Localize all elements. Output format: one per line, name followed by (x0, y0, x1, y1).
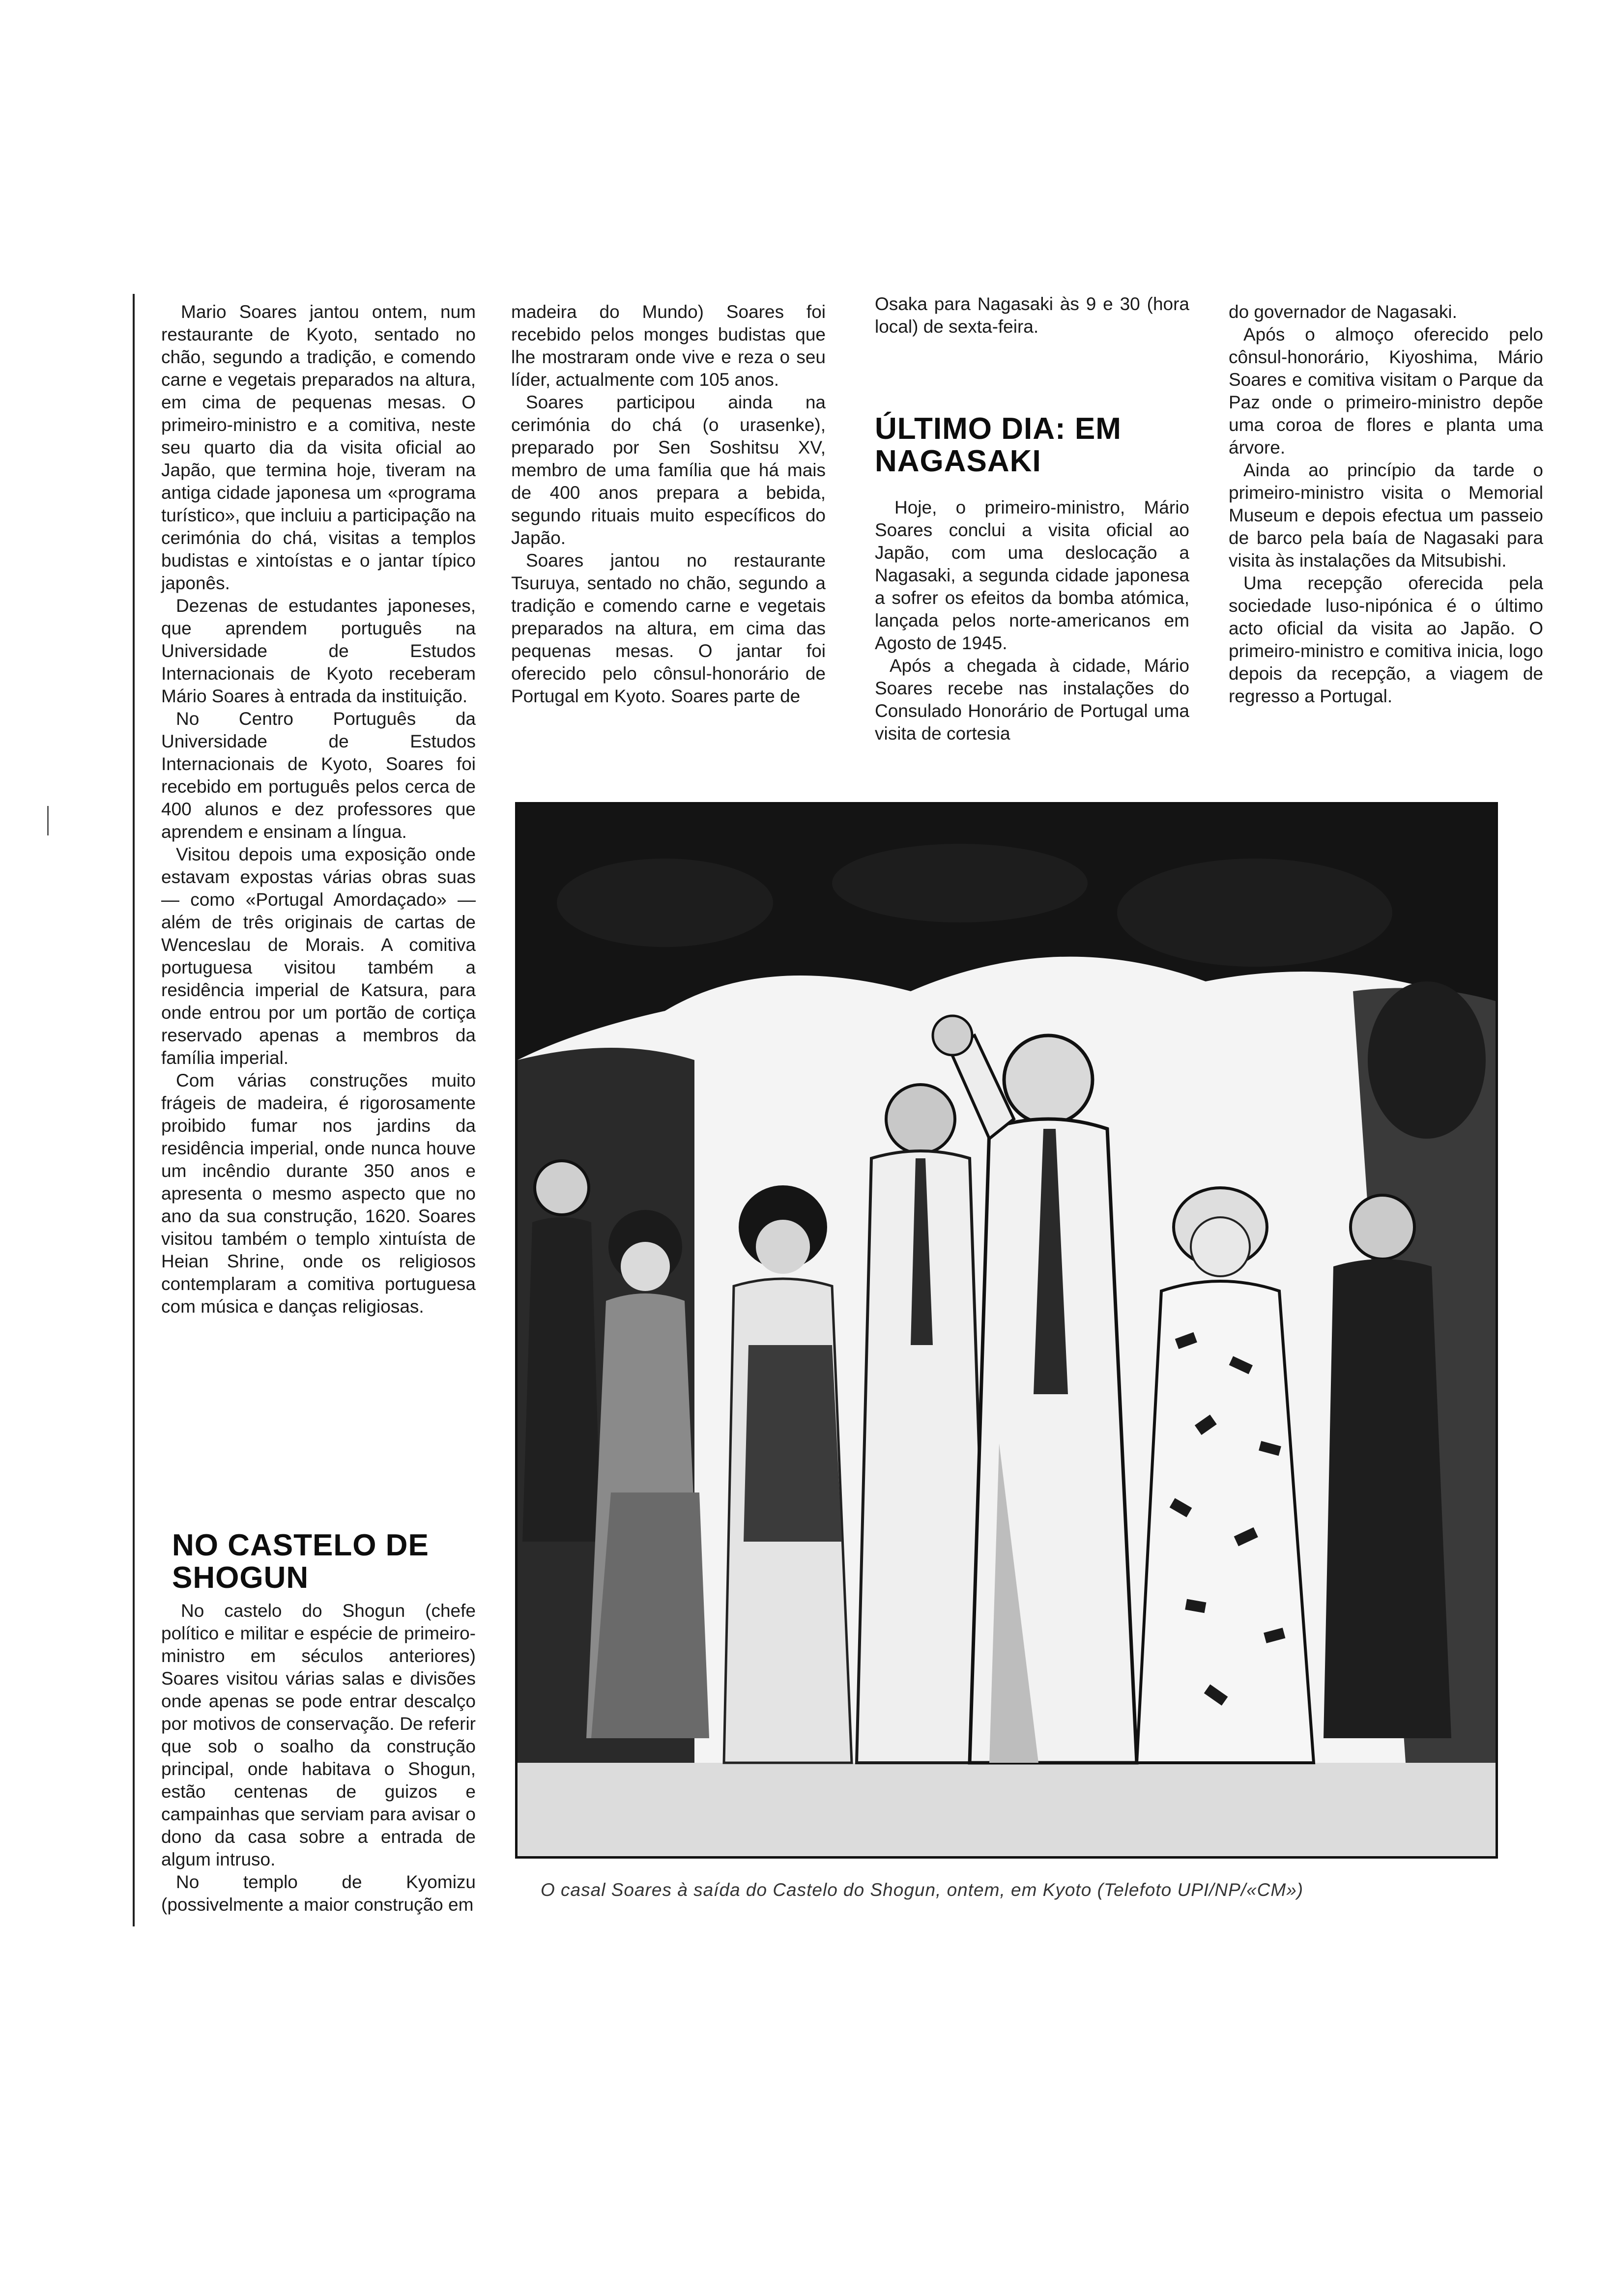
article-column-1 (161, 301, 476, 1318)
paragraph: Mario Soares jantou ontem, num restaurante de Kyoto, sentado no chão, segundo a tradição, e comendo carne e vegetais preparados na altura, em cima de pequenas mesas. O primeiro-ministro e a comitiva, neste seu quarto dia da visita oficial ao Japão, que termina hoje, tiveram na antiga cidade japonesa um «programa turístico», que incluiu a participação na cerimónia do chá, visitas a templos budistas e xintoístas e o jantar típico japonês. (161, 302, 476, 593)
paragraph: do governador de Nagasaki. (1229, 302, 1457, 322)
margin-mark (47, 806, 49, 835)
news-photo (515, 802, 1498, 1859)
paragraph: No castelo do Shogun (chefe político e militar e espécie de primeiro-ministro em séculos anteriores) Soares visitou várias salas e divisões onde apenas se pode entrar descalço por motivos de conservação. De referir que sob o soalho da construção principal, onde habitava o Shogun, estão centenas de guizos e campainhas que serviam para avisar o dono da casa sobre a entrada de algum intruso. (161, 1601, 476, 1869)
paragraph: Após o almoço oferecido pelo cônsul-honorário, Kiyoshima, Mário Soares e comitiva visitam o Parque da Paz onde o primeiro-ministro depõe uma coroa de flores e planta uma árvore. (1229, 324, 1543, 458)
photo-caption: O casal Soares à saída do Castelo do Shogun, ontem, em Kyoto (Telefoto UPI/NP/«CM») (541, 1880, 1304, 1900)
column-rule (133, 294, 135, 1926)
article-column-2 (511, 301, 826, 708)
paragraph: madeira do Mundo) Soares foi recebido pelos monges budistas que lhe mostraram onde vive e reza o seu líder, actualmente com 105 anos. (511, 302, 826, 390)
paragraph: Com várias construções muito frágeis de madeira, é rigorosamente proibido fumar nos jardins da residência imperial, onde nunca houve um incêndio durante 350 anos e apresenta o mesmo aspecto que no ano da sua construção, 1620. Soares visitou também o templo xintuísta de Heian Shrine, onde os religiosos contemplaram a comitiva portuguesa com música e danças religiosas. (161, 1070, 476, 1317)
paragraph: Soares participou ainda na cerimónia do chá (o urasenke), preparado por Sen Soshitsu XV, membro de uma família que há mais de 400 anos prepara a bebida, segundo rituais muito específicos do Japão. (511, 392, 826, 548)
paragraph: No templo de Kyomizu (possivelmente a maior construção em (161, 1872, 476, 1915)
paragraph: Dezenas de estudantes japoneses, que aprendem português na Universidade de Estudos Internacionais de Kyoto receberam Mário Soares à entrada da instituição. (161, 596, 476, 706)
paragraph: Ainda ao princípio da tarde o primeiro-ministro visita o Memorial Museum e depois efectua um passeio de barco pela baía de Nagasaki para visita às instalações da Mitsubishi. (1229, 460, 1543, 571)
paragraph: Visitou depois uma exposição onde estavam expostas várias obras suas — como «Portugal Amordaçado» — além de três originais de cartas de Wenceslau de Morais. A comitiva portuguesa visitou também a residência imperial de Katsura, para onde entrou por um portão de cortiça reservado apenas a membros da família imperial. (161, 844, 476, 1068)
article-column-3b (875, 496, 1189, 745)
article-column-1b (161, 1600, 476, 1916)
paragraph: Osaka para Nagasaki às 9 e 30 (hora local) de sexta-feira. (875, 294, 1189, 337)
paragraph: Após a chegada à cidade, Mário Soares recebe nas instalações do Consulado Honorário de Portugal uma visita de cortesia (875, 656, 1189, 744)
article-column-3 (875, 293, 1189, 338)
subheading-nagasaki: ÚLTIMO DIA: EM NAGASAKI (875, 412, 1122, 478)
subheading-shogun: NO CASTELO DE SHOGUN (172, 1528, 429, 1595)
paragraph: Uma recepção oferecida pela sociedade luso-nipónica é o último acto oficial da visita ao Japão. O primeiro-ministro e comitiva inicia, logo depois da recepção, a viagem de regresso a Portugal. (1229, 573, 1543, 706)
paragraph: Soares jantou no restaurante Tsuruya, sentado no chão, segundo a tradição e comendo carne e vegetais preparados na altura, em cima das pequenas mesas. O jantar foi oferecido pelo cônsul-honorário de Portugal em Kyoto. Soares parte de (511, 550, 826, 706)
article-column-4 (1229, 301, 1543, 708)
photo-illustration (518, 804, 1496, 1856)
paragraph: Hoje, o primeiro-ministro, Mário Soares conclui a visita oficial ao Japão, com uma deslocação a Nagasaki, a segunda cidade japonesa a sofrer os efeitos da bomba atómica, lançada pelos norte-americanos em Agosto de 1945. (875, 497, 1189, 653)
paragraph: No Centro Português da Universidade de Estudos Internacionais de Kyoto, Soares foi recebido em português pelos cerca de 400 alunos e dez professores que aprendem e ensinam a língua. (161, 709, 476, 842)
